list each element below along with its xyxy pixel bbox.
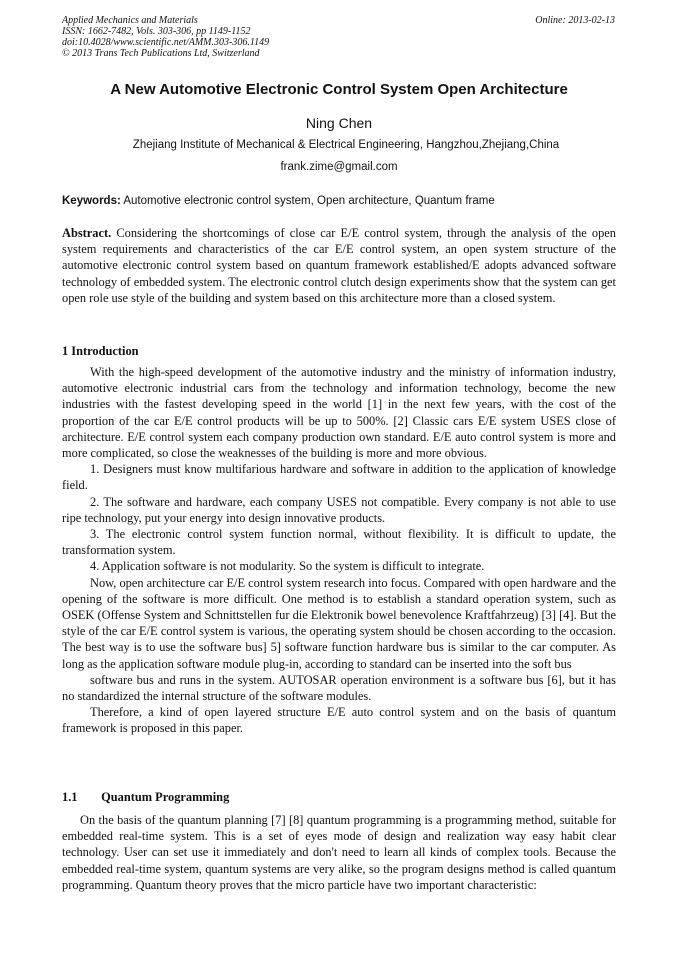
abstract-text: Considering the shortcomings of close car E/E control system, through the analysis of the open system requirements and characteristics of the car E/E control system, an open system structure of the automotive electronic control system based on quantum framework established/E adopts advanced software technology of embedded system. The electronic control clutch design experiments show that the system can get open role use style of the building and system based on this architecture more than a closed system.: [62, 226, 616, 305]
abstract: [62, 225, 616, 306]
keywords-text: Automotive electronic control system, Open architecture, Quantum frame: [123, 195, 495, 207]
list-item: 4. Application software is not modularity. So the system is difficult to integrate.: [90, 559, 485, 574]
paragraph: On the basis of the quantum planning [7] [8] quantum programming is a programming method, suitable for embedded real-time system. This is a set of eyes mode of design and realization way easy habit clear technology. User can set use it immediately and don't need to learn all kinds of complex tools. Because the embedded real-time system, quantum systems are very alike, so the program designs method is called quantum programming. Quantum theory proves that the micro particle have two important characteristic:: [62, 813, 616, 892]
journal-name: Applied Mechanics and Materials: [62, 15, 198, 26]
section-heading-introduction: 1 Introduction: [62, 344, 139, 358]
online-date: Online: 2013-02-13: [535, 15, 615, 26]
author-affiliation: Zhejiang Institute of Mechanical & Electrical Engineering, Hangzhou,Zhejiang,China: [132, 139, 560, 151]
subsection-number: 1.1: [62, 790, 78, 804]
copyright-line: © 2013 Trans Tech Publications Ltd, Switzerland: [62, 48, 260, 59]
author-name: Ning Chen: [305, 115, 373, 131]
abstract-label: Abstract.: [62, 226, 112, 240]
keywords-label: Keywords:: [62, 195, 121, 207]
paragraph: With the high-speed development of the automotive industry and the ministry of information industry, automotive electronic industrial cars from the technology and information technology, become the new industries with the fastest developing speed in the world [1] in the next few years, with the cost of the proportion of the car E/E control products will be up to 500%. [2] Classic cars E/E system USES close of architecture. E/E control system each company production own standard. E/E auto control system is more and more complicated, so close the weaknesses of the building is more and more obvious.: [62, 365, 616, 461]
subsection-heading-quantum-programming: [62, 789, 229, 805]
quantum-programming-body: [62, 812, 616, 893]
subsection-title: Quantum Programming: [101, 790, 230, 804]
paragraph: Now, open architecture car E/E control system research into focus. Compared with open hardware and the opening of the software is more difficult. One method is to establish a standard operation system, such as OSEK (Offense System and Schnittstellen fur die Elektronik bowel benevolence Kraftfahrzeug) [3] [4]. But the style of the car E/E control system is various, the operating system should be chosen according to the occasion. The best way is to use the software bus] 5] software function hardware bus is similar to the car computer. As long as the application software module plug-in, according to standard can be inserted into the soft bus: [62, 575, 616, 671]
list-item: 1. Designers must know multifarious hardware and software in addition to the application of knowledge field.: [62, 462, 616, 493]
paragraph: Therefore, a kind of open layered structure E/E auto control system and on the basis of quantum framework is proposed in this paper.: [62, 705, 616, 736]
publication-header: [62, 15, 269, 59]
paper-title: A New Automotive Electronic Control System Open Architecture: [110, 81, 568, 98]
issn-line: ISSN: 1662-7482, Vols. 303-306, pp 1149-1152: [62, 26, 251, 37]
list-item: 3. The electronic control system function normal, without flexibility. It is difficult to update, the transformation system.: [62, 527, 616, 558]
keywords-line: [62, 194, 616, 209]
list-item: 2. The software and hardware, each company USES not compatible. Every company is not able to use ripe technology, put your energy into design innovative products.: [62, 494, 616, 525]
doi-line: doi:10.4028/www.scientific.net/AMM.303-306.1149: [62, 37, 270, 48]
paragraph: software bus and runs in the system. AUTOSAR operation environment is a software bus [6], but it has no standardized the internal structure of the software modules.: [62, 672, 616, 704]
author-email: frank.zime@gmail.com: [280, 161, 398, 173]
introduction-body: [62, 364, 616, 737]
